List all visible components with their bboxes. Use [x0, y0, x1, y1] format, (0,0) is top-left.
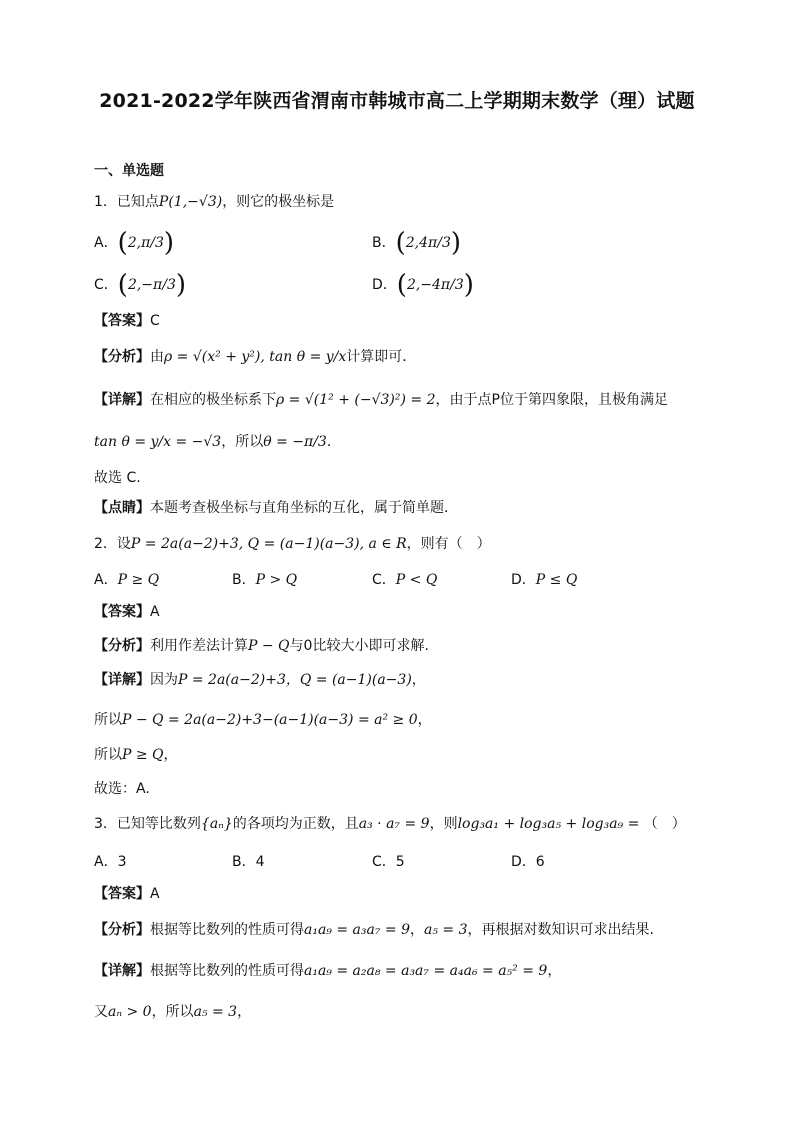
q1-option-c: C．(2,−π/3) — [94, 270, 187, 300]
q1-detail2-math: tan θ = y/x = −√3 — [94, 434, 222, 450]
q2-answer: 【答案】A — [94, 604, 160, 620]
q1-detail: 【详解】在相应的极坐标系下ρ = √(1² + (−√3)²) = 2，由于点P位于第四象限，且极角满足 — [94, 392, 668, 408]
q1-answer: 【答案】C — [94, 313, 160, 329]
q3-option-c: C．5 — [372, 854, 405, 870]
q2-detail-line3: 所以P ≥ Q， — [94, 747, 178, 763]
q1-option-a: A．(2,π/3) — [94, 228, 175, 258]
q1-detail-math: ρ = √(1² + (−√3)²) = 2 — [276, 392, 436, 408]
q2-detail: 【详解】因为P = 2a(a−2)+3，Q = (a−1)(a−3)， — [94, 672, 426, 688]
q3-analysis: 【分析】根据等比数列的性质可得a₁a₉ = a₃a₇ = 9，a₅ = 3，再根据对数知识可求出结果. — [94, 922, 654, 938]
q2-option-a: A．P ≥ Q — [94, 572, 160, 588]
q1-stem-pre: 1．已知点 — [94, 194, 159, 210]
q3-option-b: B．4 — [232, 854, 265, 870]
q2-option-b: B．P > Q — [232, 572, 298, 588]
q3-option-a: A．3 — [94, 854, 127, 870]
q1-stem-post: ，则它的极坐标是 — [222, 194, 335, 210]
q3-stem: 3．已知等比数列{aₙ}的各项均为正数，且a₃ · a₇ = 9，则log₃a₁ + log₃a₅ + log₃a₉ = （ ） — [94, 816, 686, 832]
q1-comment: 【点睛】本题考查极坐标与直角坐标的互化，属于简单题． — [94, 500, 458, 516]
section-heading: 一、单选题 — [94, 163, 164, 179]
q1-conclusion: 故选 C. — [94, 470, 141, 486]
q1-option-d: D．(2,−4π/3) — [372, 270, 474, 300]
q3-detail-line2: 又aₙ > 0，所以a₅ = 3， — [94, 1004, 252, 1020]
q1-option-b: B．(2,4π/3) — [372, 228, 462, 258]
q2-stem: 2．设P = 2a(a−2)+3, Q = (a−1)(a−3), a ∈ R，则有（ ） — [94, 536, 491, 552]
q1-analysis: 【分析】由ρ = √(x² + y²), tan θ = y/x计算即可． — [94, 349, 417, 365]
q3-option-d: D．6 — [511, 854, 545, 870]
q1-option-b-math: 2,4π/3 — [405, 235, 451, 251]
q2-option-c: C．P < Q — [372, 572, 438, 588]
q1-detail-line2: tan θ = y/x = −√3，所以θ = −π/3. — [94, 434, 332, 450]
q2-conclusion: 故选：A. — [94, 781, 150, 797]
q1-analysis-math: ρ = √(x² + y²), tan θ = y/x — [164, 349, 347, 365]
q1-stem-math: P(1,−√3) — [158, 194, 223, 210]
q3-detail: 【详解】根据等比数列的性质可得a₁a₉ = a₂a₈ = a₃a₇ = a₄a₆ = a₅² = 9， — [94, 963, 562, 979]
q1-stem — [94, 191, 334, 213]
q2-analysis: 【分析】利用作差法计算P − Q与0比较大小即可求解. — [94, 638, 429, 654]
q1-option-c-math: 2,−π/3 — [127, 277, 176, 293]
page-title: 2021-2022学年陕西省渭南市韩城市高二上学期期末数学（理）试题 — [99, 90, 695, 112]
q1-option-a-math: 2,π/3 — [127, 235, 164, 251]
q2-option-d: D．P ≤ Q — [511, 572, 578, 588]
q3-answer: 【答案】A — [94, 886, 160, 902]
q2-detail-line2: 所以P − Q = 2a(a−2)+3−(a−1)(a−3) = a² ≥ 0， — [94, 712, 432, 728]
q2-stem-math: P = 2a(a−2)+3, Q = (a−1)(a−3), a ∈ R — [130, 536, 407, 552]
q1-option-d-math: 2,−4π/3 — [406, 277, 464, 293]
q1-detail2-math2: θ = −π/3. — [263, 434, 332, 450]
